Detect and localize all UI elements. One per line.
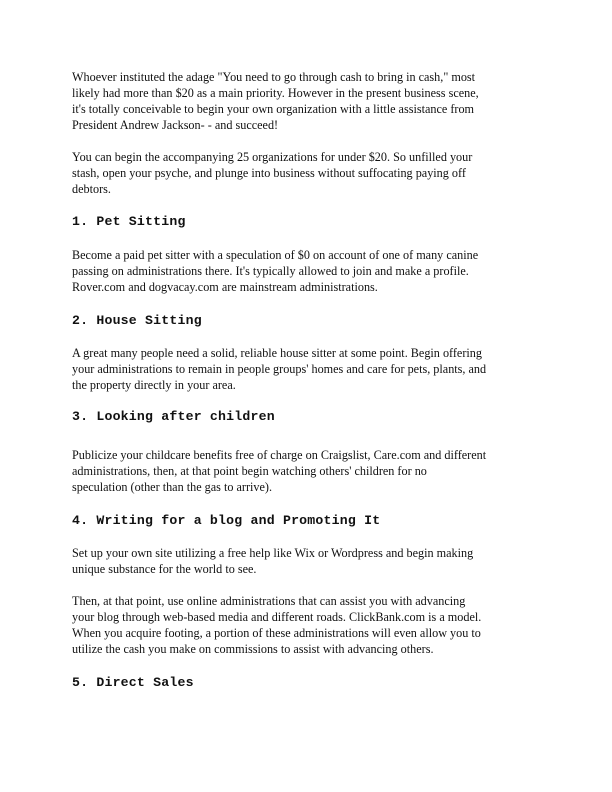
text-line: it's totally conceivable to begin your own organization with a little assistance from [72, 102, 475, 116]
text-line: Become a paid pet sitter with a speculation of $0 on account of one of many canine [72, 248, 479, 262]
section-paragraph [72, 447, 544, 495]
section-heading-writing-for-a-blog: 4. Writing for a blog and Promoting It [72, 513, 381, 528]
section-heading-house-sitting: 2. House Sitting [72, 313, 202, 328]
document-page [72, 69, 544, 691]
section-paragraph [72, 345, 544, 393]
text-line: your blog through web-based media and different roads. ClickBank.com is a model. [72, 610, 482, 624]
text-line: your administrations to remain in people groups' homes and care for pets, plants, and [72, 362, 487, 376]
text-line: stash, open your psyche, and plunge into business without suffocating paying off [72, 166, 466, 180]
intro-paragraph-2 [72, 149, 544, 197]
section-heading-pet-sitting: 1. Pet Sitting [72, 214, 186, 229]
text-line: Rover.com and dogvacay.com are mainstream administrations. [72, 280, 378, 294]
text-line: A great many people need a solid, reliable house sitter at some point. Begin offering [72, 346, 482, 360]
text-line: the property directly in your area. [72, 378, 236, 392]
text-line: You can begin the accompanying 25 organizations for under $20. So unfilled your [72, 150, 473, 164]
text-line: Publicize your childcare benefits free of charge on Craigslist, Care.com and different [72, 448, 487, 462]
text-line: debtors. [72, 182, 111, 196]
text-line: speculation (other than the gas to arrive). [72, 480, 273, 494]
text-line: administrations, then, at that point begin watching others' children for no [72, 464, 427, 478]
text-line: Then, at that point, use online administrations that can assist you with advancing [72, 594, 466, 608]
text-line: utilize the cash you make on commissions to assist with advancing others. [72, 642, 434, 656]
text-line: Set up your own site utilizing a free help like Wix or Wordpress and begin making [72, 546, 474, 560]
section-paragraph [72, 593, 544, 657]
intro-paragraph-1 [72, 69, 544, 133]
text-line: When you acquire footing, a portion of these administrations will even allow you to [72, 626, 481, 640]
section-heading-direct-sales: 5. Direct Sales [72, 675, 194, 690]
section-heading-looking-after-children: 3. Looking after children [72, 409, 275, 424]
text-line: Whoever instituted the adage "You need to go through cash to bring in cash," most [72, 70, 476, 84]
text-line: President Andrew Jackson- - and succeed! [72, 118, 279, 132]
text-line: unique substance for the world to see. [72, 562, 257, 576]
text-line: likely had more than $20 as a main priority. However in the present business scene, [72, 86, 479, 100]
text-line: passing on administrations there. It's typically allowed to join and make a profile. [72, 264, 469, 278]
section-paragraph [72, 247, 544, 295]
section-paragraph [72, 545, 544, 577]
